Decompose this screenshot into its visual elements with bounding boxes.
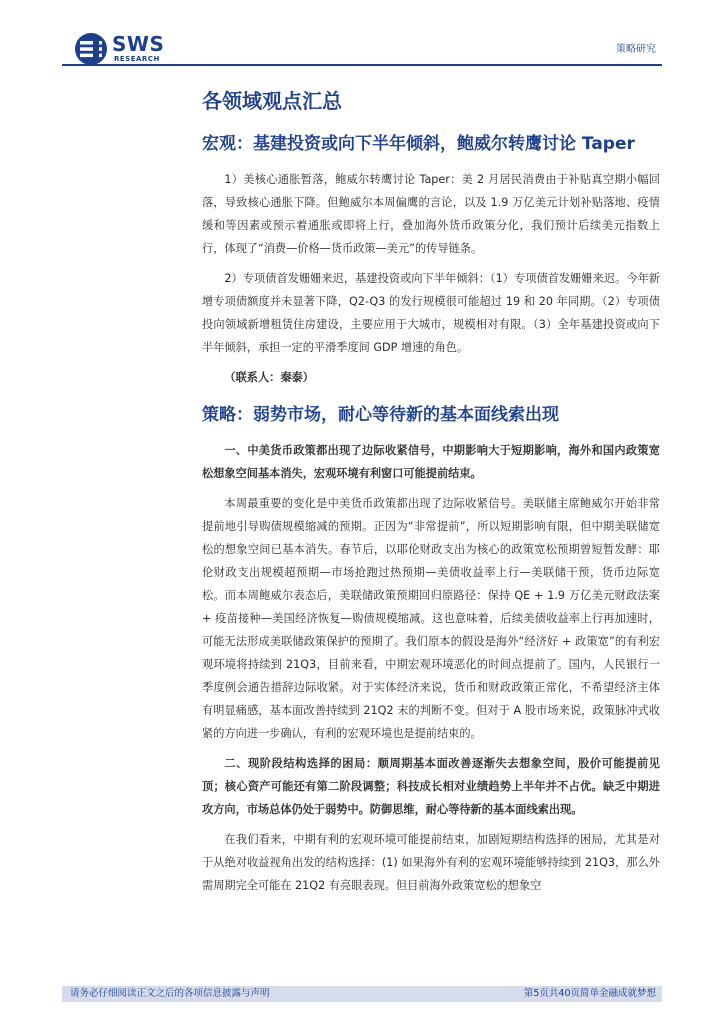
macro-paragraph-1: 1）美核心通胀暂落，鲍威尔转鹰讨论 Taper：美 2 月居民消费由于补贴真空期小幅回落，导致核心通胀下降。但鲍威尔本周偏鹰的言论，以及 1.9 万亿美元计划补贴落地、疫情缓和等因素或预示着通胀或即将上行，叠加海外货币政策分化，我们预计后续美元指数上行，体现了“消费—价格—货币政策—美元”的传导链条。 — [202, 173, 660, 255]
page-content — [202, 84, 660, 904]
footer-disclaimer: 请务必仔细阅读正文之后的各项信息披露与声明 — [70, 988, 270, 999]
section-title-macro: 宏观：基建投资或向下半年倾斜，鲍威尔转鹰讨论 Taper — [202, 134, 635, 154]
logo-text: SWS — [112, 32, 165, 56]
sws-logo-icon — [74, 32, 108, 66]
macro-paragraph-2: 2）专项债首发姗姗来迟，基建投资或向下半年倾斜：（1）专项债首发姗姗来迟。今年新增专项债额度并未显著下降，Q2-Q3 的发行规模很可能超过 19 和 20 年同期。（2）专项债投向领域新增租赁住房建设，主要应用于大城市，规模相对有限。（3）全年基建投资或向下半年倾斜，承担一定的平滑季度间 GDP 增速的角色。 — [202, 272, 660, 354]
page-header — [0, 0, 724, 70]
strategy-point-2-heading: 二、现阶段结构选择的困局：顺周期基本面改善逐渐失去想象空间，股价可能提前见顶；核心资产可能还有第二阶段调整；科技成长相对业绩趋势上半年并不占优。缺乏中期进攻方向，市场总体仍处于弱势中。防御思维，耐心等待新的基本面线索出现。 — [202, 757, 660, 816]
section-title-strategy: 策略：弱势市场，耐心等待新的基本面线索出现 — [202, 405, 559, 425]
macro-contact: （联系人：秦泰） — [224, 371, 314, 384]
page-title: 各领域观点汇总 — [202, 89, 342, 113]
footer-page-info: 第5页共40页简单金融成就梦想 — [523, 988, 656, 999]
page-footer — [62, 986, 662, 1002]
header-divider — [62, 64, 662, 66]
strategy-point-1-body: 本周最重要的变化是中美货币政策都出现了边际收紧信号。美联储主席鲍威尔开始非常提前地引导购债规模缩减的预期。正因为“非常提前”，所以短期影响有限，但中期美联储宽松的想象空间已基本消失。春节后，以耶伦财政支出为核心的政策宽松预期曾短暂发酵：耶伦财政支出规模超预期—市场抢跑过热预期—美债收益率上行—美联储干预，货币边际宽松。而本周鲍威尔表态后，美联储政策预期回归原路径：保持 QE + 1.9 万亿美元财政法案 + 疫苗接种—美国经济恢复—购债规模缩减。这也意味着，后续美债收益率上行再加速时，可能无法形成美联储政策保护的预期了。我们原本的假设是海外“经济好 + 政策宽”的有利宏观环境将持续到 21Q3，目前来看，中期宏观环境恶化的时间点提前了。国内，人民银行一季度例会通告措辞边际收紧。对于实体经济来说，货币和财政政策正常化，不希望经济主体有明显痛感，基本面改善持续到 21Q2 末的判断不变。但对于 A 股市场来说，政策脉冲式收紧的方向进一步确认，有利的宏观环境也是提前结束的。 — [202, 497, 660, 740]
logo-subtext: RESEARCH — [114, 55, 160, 63]
strategy-point-2-body: 在我们看来，中期有利的宏观环境可能提前结束，加剧短期结构选择的困局，尤其是对于从绝对收益视角出发的结构选择：(1) 如果海外有利的宏观环境能够持续到 21Q3，那么外需周期完全可能在 21Q2 有亮眼表现。但目前海外政策宽松的想象空 — [202, 833, 660, 892]
sws-logo — [74, 32, 184, 66]
report-category: 策略研究 — [616, 44, 656, 55]
strategy-point-1-heading: 一、中美货币政策都出现了边际收紧信号，中期影响大于短期影响，海外和国内政策宽松想象空间基本消失，宏观环境有利窗口可能提前结束。 — [202, 444, 660, 480]
